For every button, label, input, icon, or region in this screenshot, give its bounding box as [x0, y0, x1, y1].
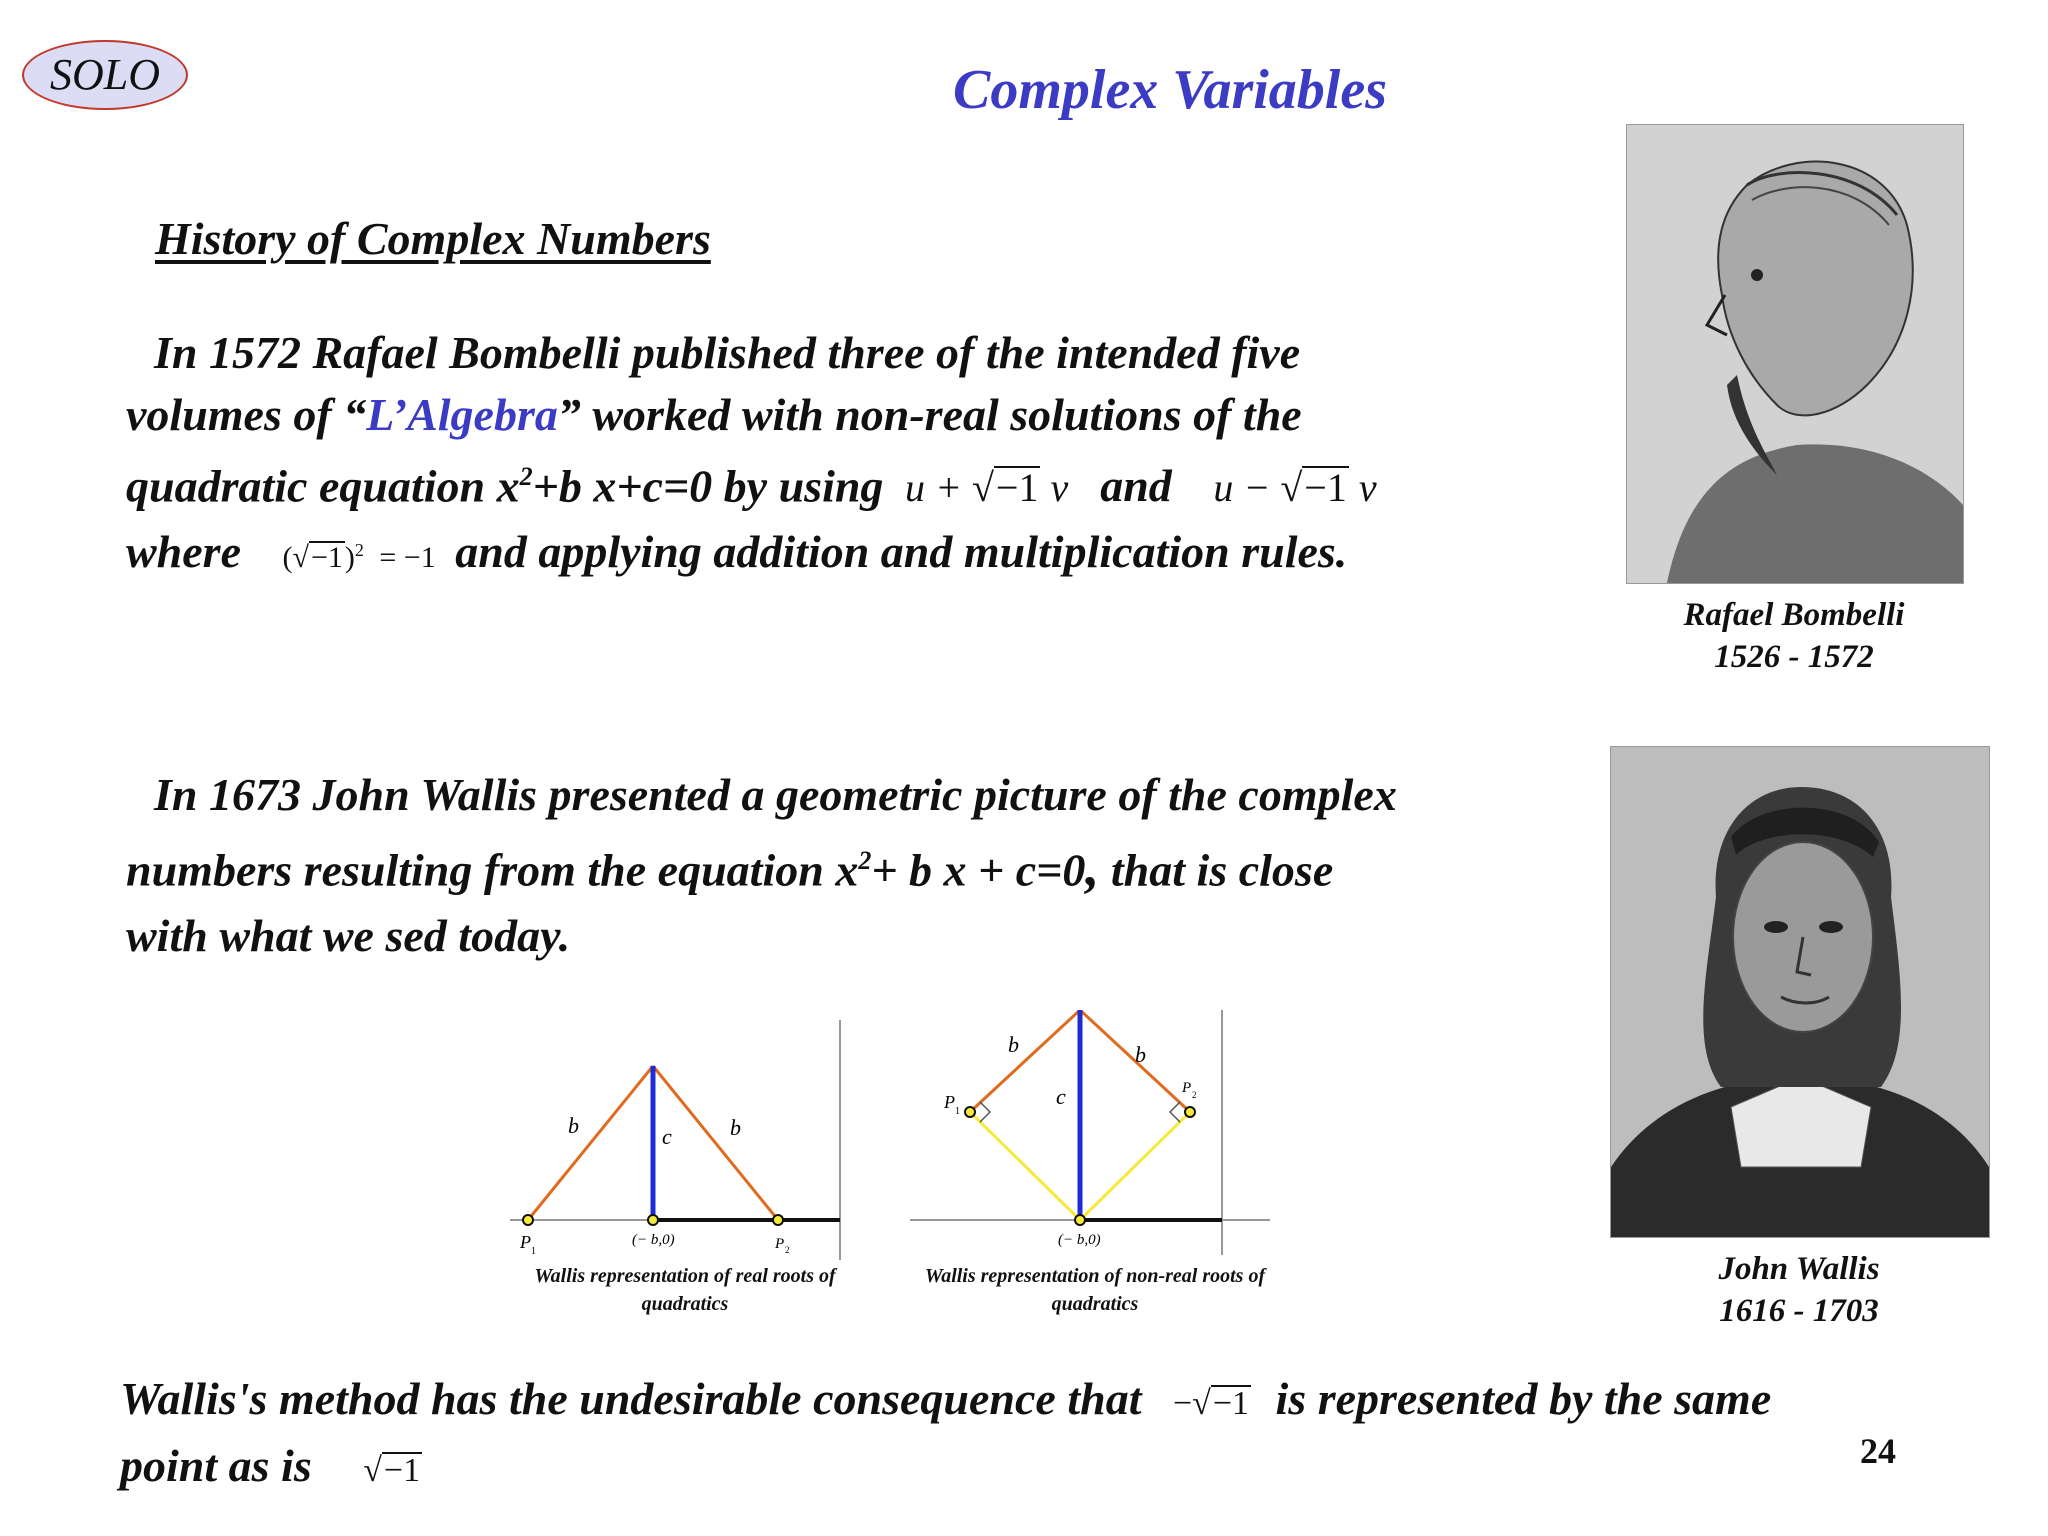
label-b-right: b — [1135, 1042, 1146, 1067]
bombelli-line-1: In 1572 Rafael Bombelli published three of the intended five — [154, 327, 1301, 378]
label-p2-sub: 2 — [1192, 1090, 1197, 1100]
label-origin: (− b,0) — [632, 1232, 675, 1248]
wallis-portrait-engraving — [1611, 747, 1989, 1237]
conclusion-line-1: Wallis's method has the undesirable consequence that −√−1 is represented by the same — [120, 1373, 1772, 1424]
figure-nonreal-caption: Wallis representation of non-real roots of quadratics — [924, 1265, 1266, 1315]
wallis-years: 1616 - 1703 — [1719, 1293, 1879, 1329]
label-p2: P — [775, 1236, 785, 1252]
bombelli-paragraph — [126, 322, 1626, 589]
wallis-line-3: with what we sed today. — [126, 910, 571, 962]
bombelli-portrait — [1626, 124, 1964, 584]
label-p2-sub: 2 — [785, 1245, 790, 1255]
figure-real-roots-diagram — [500, 1020, 870, 1260]
wallis-paragraph — [126, 762, 1626, 969]
bombelli-line-2: volumes of “L’Algebra” worked with non-real solutions of the — [126, 389, 1302, 440]
label-b-left: b — [1008, 1032, 1019, 1057]
label-p1: P — [520, 1232, 531, 1252]
figure-real-caption: Wallis representation of real roots of quadratics — [534, 1265, 836, 1315]
bombelli-name: Rafael Bombelli — [1683, 597, 1905, 633]
lalgebra-link: L’Algebra — [366, 389, 558, 440]
solo-logo — [22, 40, 188, 110]
p2-point — [1185, 1107, 1195, 1117]
right-angle-right — [1170, 1102, 1180, 1122]
origin-point — [648, 1215, 658, 1225]
wallis-caption — [1610, 1248, 1988, 1332]
label-c: c — [662, 1124, 672, 1149]
logo-text: SOLO — [49, 50, 161, 99]
bombelli-caption — [1626, 594, 1962, 678]
math-sqrt: √−1 — [363, 1452, 421, 1489]
bombelli-portrait-sketch — [1627, 125, 1963, 583]
label-p2: P — [1182, 1080, 1192, 1096]
right-angle-left — [980, 1102, 990, 1122]
wallis-name: John Wallis — [1718, 1251, 1880, 1287]
figure-real-roots — [500, 1020, 870, 1320]
math-u-minus-sqrt: u − √−1 v — [1213, 465, 1377, 511]
origin-point — [1075, 1215, 1085, 1225]
bombelli-line-3: quadratic equation $x^2+b$ x+c=0 by using u + √−1 v and u − √−1 v — [126, 460, 1377, 512]
section-heading: History of Complex Numbers — [155, 213, 711, 264]
math-sqrt-squared: $(√-1)^2 = -1$ — [282, 540, 436, 575]
label-p1-sub: 1 — [531, 1246, 536, 1257]
label-c: c — [1056, 1084, 1066, 1109]
math-minus-sqrt: −√−1 — [1172, 1385, 1250, 1422]
p1-point — [523, 1215, 533, 1225]
label-p1: P — [944, 1092, 955, 1112]
wallis-line-2: numbers resulting from the equation $x^2+ b$ x + c=0, that is close — [126, 836, 1334, 899]
figure-nonreal-roots — [910, 1010, 1280, 1320]
p1-point — [965, 1107, 975, 1117]
wallis-line-1: In 1673 John Wallis presented a geometric picture of the complex — [154, 769, 1397, 820]
label-b-left: b — [568, 1113, 579, 1138]
yellow-left-segment — [970, 1112, 1080, 1220]
bombelli-years: 1526 - 1572 — [1714, 639, 1874, 675]
label-p1-sub: 1 — [955, 1106, 960, 1117]
slide-title: Complex Variables — [952, 59, 1388, 121]
conclusion-paragraph — [120, 1368, 1980, 1502]
math-u-plus-sqrt: u + √−1 v — [904, 465, 1069, 511]
b-left-segment — [528, 1066, 653, 1220]
bombelli-line-4: where $(√-1)^2 = -1$ and applying addition and multiplication rules. — [126, 526, 1348, 578]
label-b-right: b — [730, 1115, 741, 1140]
label-origin: (− b,0) — [1058, 1232, 1101, 1248]
p2-point — [773, 1215, 783, 1225]
page-number: 24 — [1860, 1431, 1896, 1471]
figure-nonreal-roots-diagram — [910, 1010, 1280, 1260]
wallis-portrait — [1610, 746, 1990, 1238]
yellow-right-segment — [1080, 1112, 1190, 1220]
conclusion-line-2: point as is √−1 — [120, 1440, 421, 1491]
